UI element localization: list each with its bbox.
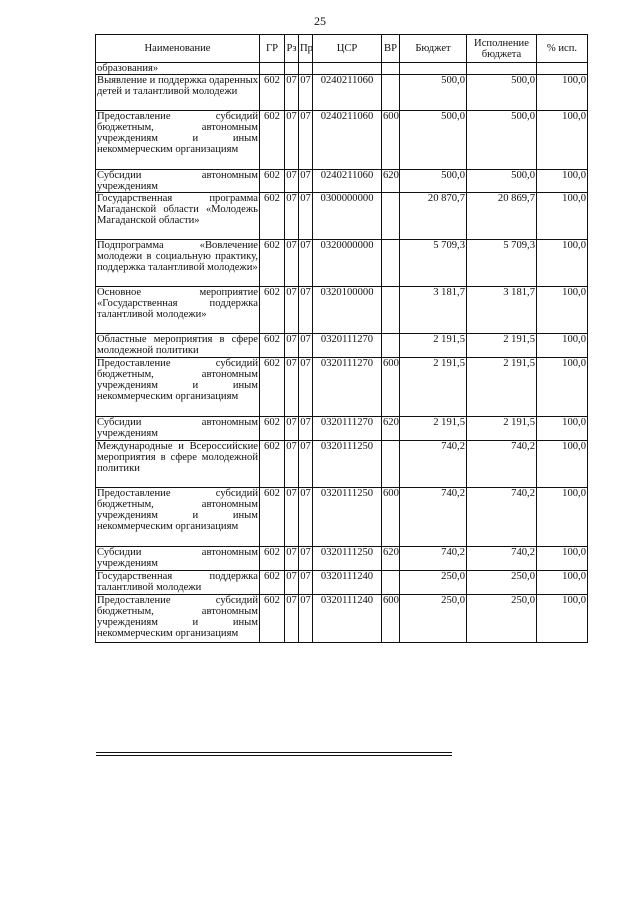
cell-name: Предоставление субсидий бюджетным, автономным учреждениям и иным некоммерческим организациям bbox=[96, 111, 260, 170]
cell-pr: 07 bbox=[299, 358, 313, 417]
cell-percent: 100,0 bbox=[537, 441, 588, 488]
cell-rz: 07 bbox=[285, 488, 299, 547]
cell-rz: 07 bbox=[285, 441, 299, 488]
header-pr: Пр bbox=[299, 35, 313, 63]
cell-percent: 100,0 bbox=[537, 358, 588, 417]
cell-csr: 0320000000 bbox=[313, 240, 382, 287]
table-row bbox=[96, 287, 588, 334]
cell-pr: 07 bbox=[299, 488, 313, 547]
page-number: 25 bbox=[314, 14, 326, 28]
cell-execution: 500,0 bbox=[467, 75, 537, 111]
cell-vr bbox=[382, 240, 400, 287]
cell-vr bbox=[382, 63, 400, 75]
cell-execution: 740,2 bbox=[467, 488, 537, 547]
cell-execution: 2 191,5 bbox=[467, 334, 537, 358]
cell-name: Предоставление субсидий бюджетным, автономным учреждениям и иным некоммерческим организациям bbox=[96, 595, 260, 643]
table-row bbox=[96, 75, 588, 111]
cell-pr: 07 bbox=[299, 334, 313, 358]
cell-percent: 100,0 bbox=[537, 170, 588, 193]
cell-csr: 0300000000 bbox=[313, 193, 382, 240]
cell-name: Субсидии автономным учреждениям bbox=[97, 170, 258, 192]
cell-vr bbox=[382, 287, 400, 334]
cell-name: Подпрограмма «Вовлечение молодежи в социальную практику, поддержка талантливой молодежи» bbox=[96, 240, 260, 287]
cell-vr: 620 bbox=[382, 417, 400, 441]
cell-name: Государственная поддержка талантливой молодежи bbox=[97, 571, 258, 593]
cell-pr: 07 bbox=[299, 595, 313, 643]
cell-execution: 250,0 bbox=[467, 595, 537, 643]
table-row bbox=[96, 63, 588, 75]
cell-vr: 600 bbox=[382, 111, 400, 170]
cell-csr: 0320111240 bbox=[313, 595, 382, 643]
cell-vr: 600 bbox=[382, 358, 400, 417]
cell-execution: 500,0 bbox=[467, 170, 537, 193]
cell-name: Предоставление субсидий бюджетным, автономным учреждениям и иным некоммерческим организациям bbox=[96, 358, 260, 417]
cell-percent: 100,0 bbox=[537, 240, 588, 287]
cell-csr: 0320111270 bbox=[313, 358, 382, 417]
header-csr: ЦСР bbox=[313, 35, 382, 63]
cell-rz: 07 bbox=[285, 111, 299, 170]
cell-csr bbox=[313, 63, 382, 75]
cell-execution: 740,2 bbox=[467, 441, 537, 488]
table-row bbox=[96, 170, 588, 193]
cell-gr: 602 bbox=[260, 75, 285, 111]
cell-rz: 07 bbox=[285, 571, 299, 595]
cell-rz: 07 bbox=[285, 417, 299, 441]
cell-pr: 07 bbox=[299, 441, 313, 488]
cell-rz: 07 bbox=[285, 358, 299, 417]
cell-csr: 0240211060 bbox=[313, 111, 382, 170]
cell-budget: 500,0 bbox=[400, 75, 467, 111]
cell-name: Субсидии автономным учреждениям bbox=[97, 547, 258, 569]
cell-budget: 2 191,5 bbox=[400, 334, 467, 358]
cell-csr: 0320111250 bbox=[313, 547, 382, 571]
cell-name: Субсидии автономным учреждениям bbox=[97, 417, 258, 439]
cell-vr bbox=[382, 441, 400, 488]
cell-execution: 2 191,5 bbox=[467, 417, 537, 441]
cell-gr: 602 bbox=[260, 488, 285, 547]
cell-budget: 250,0 bbox=[400, 595, 467, 643]
cell-name: образования» bbox=[96, 63, 260, 75]
cell-budget: 5 709,3 bbox=[400, 240, 467, 287]
table-row bbox=[96, 595, 588, 643]
cell-execution bbox=[467, 63, 537, 75]
cell-percent: 100,0 bbox=[537, 488, 588, 547]
table-row bbox=[96, 111, 588, 170]
cell-execution: 20 869,7 bbox=[467, 193, 537, 240]
cell-vr bbox=[382, 571, 400, 595]
cell-pr: 07 bbox=[299, 170, 313, 193]
cell-name: Основное мероприятие «Государственная поддержка талантливой молодежи» bbox=[96, 287, 260, 334]
cell-vr bbox=[382, 193, 400, 240]
cell-percent: 100,0 bbox=[537, 571, 588, 595]
cell-execution: 740,2 bbox=[467, 547, 537, 571]
cell-csr: 0320111270 bbox=[313, 417, 382, 441]
cell-budget: 500,0 bbox=[400, 170, 467, 193]
cell-vr bbox=[382, 334, 400, 358]
cell-rz: 07 bbox=[285, 75, 299, 111]
cell-budget: 740,2 bbox=[400, 488, 467, 547]
cell-gr: 602 bbox=[260, 287, 285, 334]
table-row bbox=[96, 547, 588, 571]
budget-execution-table bbox=[95, 34, 588, 643]
cell-budget: 3 181,7 bbox=[400, 287, 467, 334]
cell-rz: 07 bbox=[285, 170, 299, 193]
cell-budget: 250,0 bbox=[400, 571, 467, 595]
cell-percent: 100,0 bbox=[537, 111, 588, 170]
table-row bbox=[96, 417, 588, 441]
cell-csr: 0320111250 bbox=[313, 441, 382, 488]
cell-name: Областные мероприятия в сфере молодежной политики bbox=[97, 334, 258, 356]
cell-gr: 602 bbox=[260, 441, 285, 488]
cell-rz: 07 bbox=[285, 193, 299, 240]
cell-gr: 602 bbox=[260, 170, 285, 193]
cell-csr: 0320111270 bbox=[313, 334, 382, 358]
cell-rz: 07 bbox=[285, 240, 299, 287]
table-row bbox=[96, 488, 588, 547]
cell-pr: 07 bbox=[299, 193, 313, 240]
cell-budget: 740,2 bbox=[400, 547, 467, 571]
cell-rz: 07 bbox=[285, 595, 299, 643]
cell-pr: 07 bbox=[299, 571, 313, 595]
cell-name: Международные и Всероссийские мероприятия в сфере молодежной политики bbox=[96, 441, 260, 488]
header-gr: ГР bbox=[260, 35, 285, 63]
cell-percent: 100,0 bbox=[537, 547, 588, 571]
table-row bbox=[96, 571, 588, 595]
cell-gr: 602 bbox=[260, 358, 285, 417]
cell-execution: 5 709,3 bbox=[467, 240, 537, 287]
cell-percent: 100,0 bbox=[537, 334, 588, 358]
footnote-separator-line bbox=[96, 755, 452, 756]
cell-gr: 602 bbox=[260, 240, 285, 287]
header-rz: Рз bbox=[285, 35, 299, 63]
cell-pr: 07 bbox=[299, 547, 313, 571]
cell-execution: 2 191,5 bbox=[467, 358, 537, 417]
cell-rz: 07 bbox=[285, 287, 299, 334]
cell-execution: 500,0 bbox=[467, 111, 537, 170]
cell-percent: 100,0 bbox=[537, 193, 588, 240]
cell-gr: 602 bbox=[260, 417, 285, 441]
cell-budget bbox=[400, 63, 467, 75]
cell-name: Государственная программа Магаданской области «Молодежь Магаданской области» bbox=[96, 193, 260, 240]
cell-budget: 500,0 bbox=[400, 111, 467, 170]
cell-csr: 0320100000 bbox=[313, 287, 382, 334]
cell-vr bbox=[382, 75, 400, 111]
header-name: Наименование bbox=[96, 35, 260, 63]
table-header-row bbox=[96, 35, 588, 63]
header-percent: % исп. bbox=[537, 35, 588, 63]
cell-rz: 07 bbox=[285, 334, 299, 358]
cell-execution: 3 181,7 bbox=[467, 287, 537, 334]
cell-gr: 602 bbox=[260, 111, 285, 170]
cell-csr: 0240211060 bbox=[313, 170, 382, 193]
cell-percent: 100,0 bbox=[537, 595, 588, 643]
table-row bbox=[96, 358, 588, 417]
table-row bbox=[96, 240, 588, 287]
cell-pr: 07 bbox=[299, 417, 313, 441]
cell-percent: 100,0 bbox=[537, 287, 588, 334]
cell-vr: 600 bbox=[382, 488, 400, 547]
cell-csr: 0240211060 bbox=[313, 75, 382, 111]
cell-rz bbox=[285, 63, 299, 75]
cell-budget: 20 870,7 bbox=[400, 193, 467, 240]
header-budget: Бюджет bbox=[400, 35, 467, 63]
cell-csr: 0320111240 bbox=[313, 571, 382, 595]
cell-csr: 0320111250 bbox=[313, 488, 382, 547]
cell-percent bbox=[537, 63, 588, 75]
cell-pr: 07 bbox=[299, 111, 313, 170]
table-row bbox=[96, 441, 588, 488]
cell-gr: 602 bbox=[260, 595, 285, 643]
cell-gr: 602 bbox=[260, 193, 285, 240]
header-vr: ВР bbox=[382, 35, 400, 63]
cell-percent: 100,0 bbox=[537, 75, 588, 111]
cell-name: Выявление и поддержка одаренных детей и талантливой молодежи bbox=[96, 75, 260, 111]
cell-pr: 07 bbox=[299, 287, 313, 334]
cell-budget: 2 191,5 bbox=[400, 358, 467, 417]
cell-pr: 07 bbox=[299, 75, 313, 111]
cell-gr: 602 bbox=[260, 334, 285, 358]
cell-gr bbox=[260, 63, 285, 75]
cell-budget: 740,2 bbox=[400, 441, 467, 488]
footnote-separator-line bbox=[96, 752, 452, 753]
cell-gr: 602 bbox=[260, 547, 285, 571]
cell-percent: 100,0 bbox=[537, 417, 588, 441]
cell-budget: 2 191,5 bbox=[400, 417, 467, 441]
cell-vr: 600 bbox=[382, 595, 400, 643]
cell-pr: 07 bbox=[299, 240, 313, 287]
cell-pr bbox=[299, 63, 313, 75]
cell-name: Предоставление субсидий бюджетным, автономным учреждениям и иным некоммерческим организациям bbox=[96, 488, 260, 547]
table-row bbox=[96, 193, 588, 240]
table-body bbox=[96, 63, 588, 643]
cell-vr: 620 bbox=[382, 170, 400, 193]
table-row bbox=[96, 334, 588, 358]
cell-vr: 620 bbox=[382, 547, 400, 571]
header-execution: Исполнение бюджета bbox=[467, 35, 537, 63]
cell-execution: 250,0 bbox=[467, 571, 537, 595]
cell-rz: 07 bbox=[285, 547, 299, 571]
cell-gr: 602 bbox=[260, 571, 285, 595]
